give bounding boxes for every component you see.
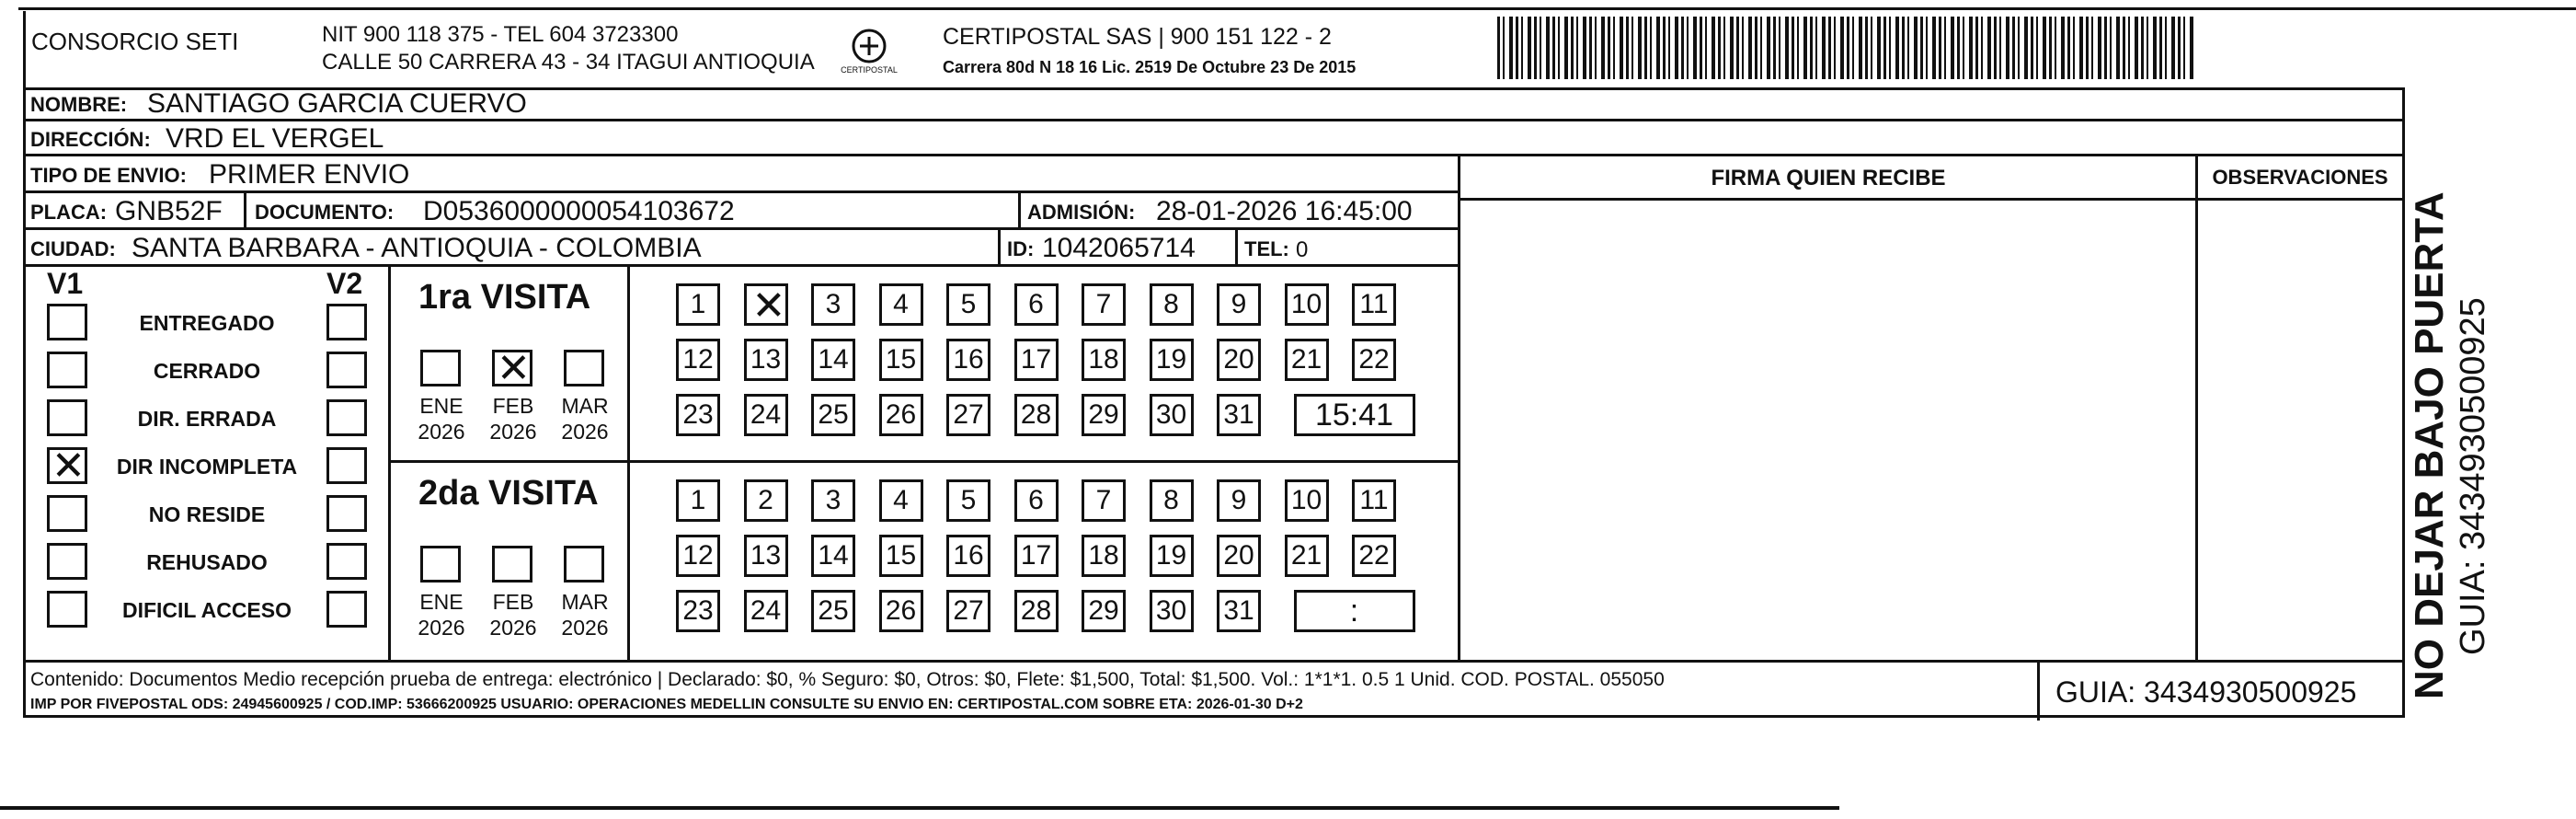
documento-value: D0536000000054103672 bbox=[423, 196, 735, 226]
day-box[interactable]: 17 bbox=[1014, 535, 1059, 577]
contenido-text: Contenido: Documentos Medio recepción prueba de entrega: electrónico | Declarado: $0, % Seguro: $0, Otros: $0, Flete: $1,500, Total: $1,500. Vol.: 1*1*1. 0.5 1 Unid. COD. POSTAL. 055050 bbox=[30, 669, 1665, 690]
day-box[interactable]: 14 bbox=[811, 535, 855, 577]
first-visit-divider bbox=[627, 267, 630, 463]
admision-divider bbox=[1018, 193, 1021, 230]
company-name: CONSORCIO SETI bbox=[31, 28, 239, 55]
status-label: CERRADO bbox=[153, 359, 261, 383]
day-box[interactable]: 10 bbox=[1285, 479, 1329, 522]
admision-value: 28-01-2026 16:45:00 bbox=[1156, 196, 1413, 226]
day-box[interactable]: 18 bbox=[1082, 339, 1126, 381]
row-placa bbox=[23, 193, 1458, 230]
guia-divider bbox=[2037, 663, 2040, 721]
status-label: DIR. ERRADA bbox=[137, 407, 277, 431]
day-box[interactable]: 4 bbox=[879, 283, 923, 326]
v2-checkbox[interactable] bbox=[326, 399, 367, 436]
observaciones-column bbox=[2198, 156, 2405, 660]
day-box[interactable]: 17 bbox=[1014, 339, 1059, 381]
month-name: FEB bbox=[492, 590, 534, 614]
status-label: REHUSADO bbox=[146, 550, 268, 574]
check-mark-icon: ✕ bbox=[52, 443, 86, 490]
day-box[interactable]: 30 bbox=[1150, 394, 1194, 436]
nombre-value: SANTIAGO GARCIA CUERVO bbox=[147, 88, 527, 119]
id-value: 1042065714 bbox=[1042, 233, 1196, 263]
month-label bbox=[553, 394, 617, 444]
day-box[interactable]: 28 bbox=[1014, 394, 1059, 436]
day-box[interactable] bbox=[744, 283, 788, 329]
v2-label: V2 bbox=[326, 267, 363, 300]
day-box[interactable]: 4 bbox=[879, 479, 923, 522]
status-section bbox=[23, 267, 391, 660]
row-ciudad bbox=[23, 230, 1458, 267]
month-label bbox=[409, 394, 474, 444]
day-box[interactable]: 22 bbox=[1352, 339, 1396, 381]
v1-checkbox[interactable] bbox=[47, 399, 87, 436]
day-box[interactable]: 8 bbox=[1150, 283, 1194, 326]
day-box[interactable]: 11 bbox=[1352, 479, 1396, 522]
second-visit-title: 2da VISITA bbox=[418, 474, 599, 513]
tel-divider bbox=[1235, 230, 1238, 267]
v2-checkbox[interactable] bbox=[326, 591, 367, 628]
cert-line-2: Carrera 80d N 18 16 Lic. 2519 De Octubre 23 De 2015 bbox=[943, 58, 1357, 76]
month-label bbox=[481, 394, 545, 444]
day-box[interactable]: 27 bbox=[946, 394, 990, 436]
month-checkbox[interactable] bbox=[420, 546, 461, 583]
direccion-value: VRD EL VERGEL bbox=[166, 123, 384, 154]
first-visit-title: 1ra VISITA bbox=[418, 278, 591, 317]
month-name: FEB bbox=[492, 394, 534, 418]
month-checkbox[interactable] bbox=[492, 345, 532, 392]
v1-checkbox[interactable] bbox=[47, 495, 87, 532]
v1-checkbox[interactable] bbox=[47, 352, 87, 388]
day-box[interactable]: 15 bbox=[879, 535, 923, 577]
day-box[interactable]: 27 bbox=[946, 590, 990, 632]
day-box[interactable]: 6 bbox=[1014, 479, 1059, 522]
day-box[interactable]: 9 bbox=[1217, 283, 1261, 326]
placa-label: PLACA: bbox=[30, 201, 108, 224]
day-box[interactable]: 16 bbox=[946, 535, 990, 577]
day-box[interactable]: 13 bbox=[744, 535, 788, 577]
day-box[interactable]: 19 bbox=[1150, 535, 1194, 577]
day-box[interactable]: 22 bbox=[1352, 535, 1396, 577]
day-box[interactable]: 25 bbox=[811, 394, 855, 436]
v1-label: V1 bbox=[47, 267, 84, 300]
ciudad-value: SANTA BARBARA - ANTIOQUIA - COLOMBIA bbox=[132, 233, 702, 263]
day-box[interactable]: 8 bbox=[1150, 479, 1194, 522]
firma-header: FIRMA QUIEN RECIBE bbox=[1711, 166, 1946, 190]
side-line-1: NO DEJAR BAJO PUERTA bbox=[2407, 191, 2452, 699]
day-box[interactable]: 24 bbox=[744, 394, 788, 436]
month-year: 2026 bbox=[418, 615, 465, 640]
nit-line-1: NIT 900 118 375 - TEL 604 3723300 bbox=[322, 22, 679, 47]
nombre-label: NOMBRE: bbox=[30, 93, 128, 116]
row-tipo bbox=[23, 156, 1458, 193]
firma-header-rule bbox=[1460, 198, 2196, 201]
month-name: ENE bbox=[419, 394, 464, 418]
admision-label: ADMISIÓN: bbox=[1027, 201, 1136, 224]
day-box[interactable]: 9 bbox=[1217, 479, 1261, 522]
second-visit bbox=[391, 463, 1458, 660]
month-name: MAR bbox=[561, 590, 609, 614]
side-line-2: GUIA: 3434930500925 bbox=[2454, 297, 2492, 655]
observaciones-header: OBSERVACIONES bbox=[2212, 166, 2388, 189]
day-box[interactable]: 26 bbox=[879, 394, 923, 436]
day-box[interactable]: 31 bbox=[1217, 590, 1261, 632]
day-box[interactable]: 1 bbox=[676, 283, 720, 326]
day-box[interactable]: 20 bbox=[1217, 535, 1261, 577]
header bbox=[23, 11, 2405, 87]
logo-text: CERTIPOSTAL bbox=[841, 65, 898, 75]
guia-value: GUIA: 3434930500925 bbox=[2055, 675, 2357, 709]
month-year: 2026 bbox=[561, 615, 609, 640]
firma-column bbox=[1458, 156, 2198, 660]
day-box[interactable]: 21 bbox=[1285, 535, 1329, 577]
status-label: DIR INCOMPLETA bbox=[116, 455, 298, 479]
v1-checkbox[interactable] bbox=[47, 591, 87, 628]
tipo-value: PRIMER ENVIO bbox=[209, 159, 410, 190]
month-year: 2026 bbox=[489, 615, 537, 640]
day-box[interactable]: 29 bbox=[1082, 394, 1126, 436]
observaciones-header-rule bbox=[2198, 198, 2405, 201]
v1-checkbox[interactable] bbox=[47, 304, 87, 340]
tel-label: TEL: bbox=[1244, 237, 1289, 260]
time-box[interactable]: 15:41 bbox=[1294, 394, 1415, 436]
month-label bbox=[409, 590, 474, 640]
day-box[interactable]: 2 bbox=[744, 479, 788, 522]
ciudad-label: CIUDAD: bbox=[30, 237, 116, 260]
footer bbox=[23, 660, 2405, 718]
day-box[interactable]: 13 bbox=[744, 339, 788, 381]
first-visit bbox=[391, 267, 1458, 463]
day-box[interactable]: 18 bbox=[1082, 535, 1126, 577]
v2-checkbox[interactable] bbox=[326, 447, 367, 484]
day-box[interactable]: 28 bbox=[1014, 590, 1059, 632]
v2-checkbox[interactable] bbox=[326, 543, 367, 580]
cert-line-1: CERTIPOSTAL SAS | 900 151 122 - 2 bbox=[943, 24, 1332, 50]
documento-label: DOCUMENTO: bbox=[255, 201, 395, 224]
day-box[interactable]: 14 bbox=[811, 339, 855, 381]
direccion-label: DIRECCIÓN: bbox=[30, 128, 151, 151]
row-direccion bbox=[23, 121, 2405, 156]
day-box[interactable]: 24 bbox=[744, 590, 788, 632]
check-mark-icon: ✕ bbox=[751, 283, 786, 329]
tipo-label: TIPO DE ENVIO: bbox=[30, 164, 187, 187]
month-name: MAR bbox=[561, 394, 609, 418]
placa-divider bbox=[244, 193, 246, 230]
v2-checkbox[interactable] bbox=[326, 352, 367, 388]
day-box[interactable]: 3 bbox=[811, 283, 855, 326]
barcode bbox=[1497, 17, 2196, 79]
v1-checkbox[interactable] bbox=[47, 443, 87, 490]
v2-checkbox[interactable] bbox=[326, 304, 367, 340]
month-name: ENE bbox=[419, 590, 464, 614]
month-checkbox[interactable] bbox=[492, 546, 532, 583]
day-box[interactable]: 25 bbox=[811, 590, 855, 632]
day-box[interactable]: 29 bbox=[1082, 590, 1126, 632]
day-box[interactable]: 15 bbox=[879, 339, 923, 381]
month-year: 2026 bbox=[418, 419, 465, 444]
month-checkbox[interactable] bbox=[564, 350, 604, 386]
day-box[interactable]: 3 bbox=[811, 479, 855, 522]
top-rule bbox=[18, 7, 2576, 10]
month-label bbox=[553, 590, 617, 640]
day-box[interactable]: 5 bbox=[946, 479, 990, 522]
second-visit-divider bbox=[627, 463, 630, 660]
day-box[interactable]: 12 bbox=[676, 339, 720, 381]
day-box[interactable]: 11 bbox=[1352, 283, 1396, 326]
imp-text: IMP POR FIVEPOSTAL ODS: 24945600925 / COD.IMP: 53666200925 USUARIO: OPERACIONES MEDELLIN CONSULTE SU ENVIO EN: CERTIPOSTAL.COM SOBRE ETA: 2026-01-30 D+2 bbox=[30, 697, 1303, 712]
status-label: NO RESIDE bbox=[148, 502, 266, 526]
day-box[interactable]: 30 bbox=[1150, 590, 1194, 632]
day-box[interactable]: 10 bbox=[1285, 283, 1329, 326]
month-label bbox=[481, 590, 545, 640]
day-box[interactable]: 26 bbox=[879, 590, 923, 632]
month-year: 2026 bbox=[561, 419, 609, 444]
placa-value: GNB52F bbox=[115, 196, 223, 226]
nit-line-2: CALLE 50 CARRERA 43 - 34 ITAGUI ANTIOQUIA bbox=[322, 50, 815, 75]
row-nombre bbox=[23, 87, 2405, 121]
bottom-rule bbox=[0, 806, 1839, 810]
certipostal-logo bbox=[837, 24, 901, 79]
day-box[interactable]: 16 bbox=[946, 339, 990, 381]
month-year: 2026 bbox=[489, 419, 537, 444]
month-checkbox[interactable] bbox=[420, 350, 461, 386]
status-label: DIFICIL ACCESO bbox=[121, 598, 292, 622]
day-box[interactable]: 7 bbox=[1082, 479, 1126, 522]
month-checkbox[interactable] bbox=[564, 546, 604, 583]
day-box[interactable]: 6 bbox=[1014, 283, 1059, 326]
side-text bbox=[2407, 110, 2547, 699]
tel-value: 0 bbox=[1296, 237, 1309, 262]
check-mark-icon: ✕ bbox=[497, 345, 531, 392]
day-box[interactable]: 7 bbox=[1082, 283, 1126, 326]
v2-checkbox[interactable] bbox=[326, 495, 367, 532]
v1-checkbox[interactable] bbox=[47, 543, 87, 580]
id-divider bbox=[998, 230, 1001, 267]
id-label: ID: bbox=[1007, 237, 1035, 260]
time-box[interactable]: : bbox=[1294, 590, 1415, 632]
day-box[interactable]: 23 bbox=[676, 394, 720, 436]
day-box[interactable]: 31 bbox=[1217, 394, 1261, 436]
day-box[interactable]: 12 bbox=[676, 535, 720, 577]
day-box[interactable]: 23 bbox=[676, 590, 720, 632]
day-box[interactable]: 19 bbox=[1150, 339, 1194, 381]
status-label: ENTREGADO bbox=[139, 311, 275, 335]
day-box[interactable]: 20 bbox=[1217, 339, 1261, 381]
day-box[interactable]: 1 bbox=[676, 479, 720, 522]
day-box[interactable]: 5 bbox=[946, 283, 990, 326]
day-box[interactable]: 21 bbox=[1285, 339, 1329, 381]
